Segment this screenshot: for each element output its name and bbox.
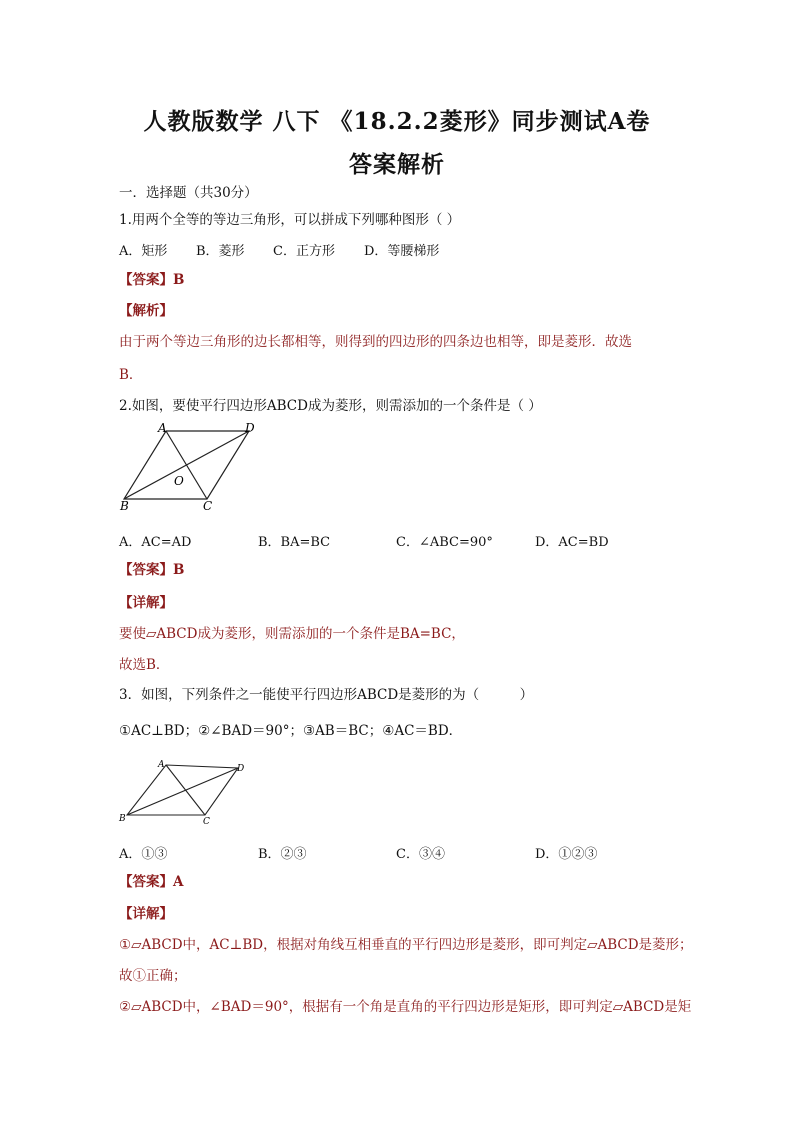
q3-parallelogram-figure	[114, 757, 254, 829]
q3-detail-label: 【详解】	[119, 906, 173, 922]
q2-option-b: B．BA=BC	[258, 535, 331, 550]
q1-analysis-label: 【解析】	[119, 303, 173, 319]
q2-label-c: C	[203, 499, 213, 513]
q2-parallelogram-figure	[114, 418, 266, 518]
q1-answer: 【答案】B	[119, 272, 185, 288]
page-title: 人教版数学 八下 《18.2.2菱形》同步测试A卷	[143, 108, 651, 135]
q3-label-a: A	[158, 760, 165, 770]
q2-label-o: O	[174, 474, 184, 488]
q2-label-b: B	[120, 499, 129, 513]
q2-detail-label: 【详解】	[119, 595, 173, 611]
q3-stem: 3．如图，下列条件之一能使平行四边形ABCD是菱形的为（ ）	[119, 687, 534, 703]
q3-option-a: A．①③	[119, 847, 168, 862]
q3-option-c: C．③④	[396, 847, 445, 862]
q3-label-d: D	[237, 764, 245, 774]
q1-option-b: B．菱形	[196, 244, 245, 259]
q3-detail-text-3: ②▱ABCD中，∠BAD＝90°，根据有一个角是直角的平行四边形是矩形，即可判定▱ABCD是矩	[119, 999, 692, 1015]
q3-option-b: B．②③	[258, 847, 307, 862]
q3-option-d: D．①②③	[535, 847, 598, 862]
q1-analysis-text-cont: B．	[119, 367, 143, 383]
q2-option-a: A．AC=AD	[119, 535, 192, 550]
q3-conditions: ①AC⊥BD；②∠BAD＝90°；③AB＝BC；④AC＝BD．	[119, 723, 463, 739]
q2-answer: 【答案】B	[119, 562, 185, 578]
q1-option-a: A．矩形	[119, 244, 168, 259]
q3-label-b: B	[119, 814, 126, 824]
q3-answer: 【答案】A	[119, 874, 184, 890]
q1-option-d: D．等腰梯形	[364, 244, 440, 259]
q3-label-c: C	[203, 817, 210, 827]
q2-option-d: D．AC=BD	[535, 535, 609, 550]
page-subtitle: 答案解析	[349, 151, 445, 178]
q1-analysis-text: 由于两个等边三角形的边长都相等，则得到的四边形的四条边也相等，即是菱形．故选	[119, 334, 632, 350]
q2-label-a: A	[158, 421, 167, 435]
q1-stem: 1.用两个全等的等边三角形，可以拼成下列哪种图形（ ）	[119, 212, 461, 228]
q3-detail-text-2: 故①正确；	[119, 968, 187, 984]
q3-detail-text: ①▱ABCD中，AC⊥BD，根据对角线互相垂直的平行四边形是菱形，即可判定▱ABCD是菱形；	[119, 937, 693, 953]
q2-stem: 2.如图，要使平行四边形ABCD成为菱形，则需添加的一个条件是（ ）	[119, 398, 542, 414]
q2-detail-text: 要使▱ABCD成为菱形，则需添加的一个条件是BA=BC，	[119, 626, 465, 642]
q2-label-d: D	[245, 421, 255, 435]
q2-diagonal-bd	[124, 431, 249, 499]
q1-option-c: C．正方形	[273, 244, 335, 259]
section-heading: 一．选择题（共30分）	[119, 185, 258, 201]
q2-detail-text-cont: 故选B．	[119, 657, 170, 673]
q2-option-c: C．∠ABC=90°	[396, 535, 493, 550]
